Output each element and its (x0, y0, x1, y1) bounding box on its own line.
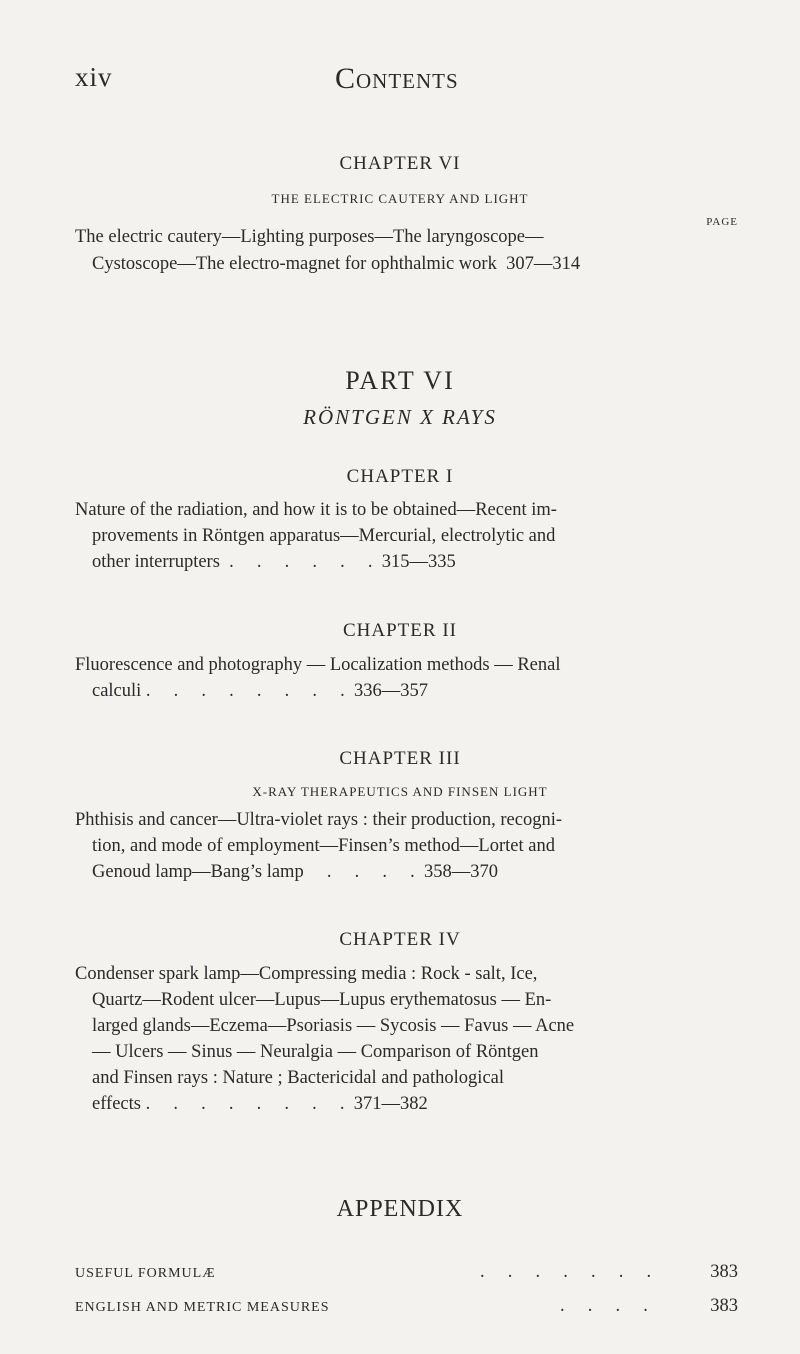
chapter-heading: CHAPTER IV (339, 929, 461, 950)
toc-line: tion, and mode of employment—Finsen’s method—Lortet and (92, 836, 555, 856)
toc-line: larged glands—Eczema—Psoriasis — Sycosis — Favus — Acne (92, 1016, 575, 1036)
toc-line: Nature of the radiation, and how it is to be obtained—Recent im- (75, 500, 557, 520)
chapter-heading: CHAPTER II (343, 620, 457, 641)
toc-line: and Finsen rays : Nature ; Bactericidal and pathological (92, 1068, 505, 1088)
leader-dots: . . . . . . . (480, 1262, 652, 1282)
appendix-entry-label: USEFUL FORMULÆ (75, 1266, 216, 1281)
page-folio: xiv (75, 62, 113, 92)
appendix-entry-page: 383 (710, 1262, 738, 1282)
leader-dots: . . . . (560, 1296, 648, 1316)
toc-line: Cystoscope—The electro-magnet for ophthalmic work 307—314 (92, 254, 581, 274)
toc-line: Quartz—Rodent ulcer—Lupus—Lupus erythematosus — En- (92, 990, 552, 1010)
toc-line: calculi . . . . . . . . 336—357 (92, 681, 429, 701)
page-column-label: PAGE (706, 216, 738, 228)
toc-line: Condenser spark lamp—Compressing media : Rock - salt, Ice, (75, 964, 538, 984)
chapter-heading: CHAPTER VI (339, 153, 461, 174)
toc-line: — Ulcers — Sinus — Neuralgia — Comparison of Röntgen (92, 1042, 539, 1062)
toc-line: Phthisis and cancer—Ultra-violet rays : their production, recogni- (75, 810, 563, 830)
appendix-heading: APPENDIX (336, 1196, 464, 1222)
part-heading: PART VI (345, 366, 455, 395)
toc-line: effects . . . . . . . . 371—382 (92, 1094, 428, 1114)
appendix-entry-page: 383 (710, 1296, 738, 1316)
running-title: Contents (335, 62, 459, 95)
chapter-subtitle: THE ELECTRIC CAUTERY AND LIGHT (271, 191, 529, 206)
toc-line: Fluorescence and photography — Localization methods — Renal (75, 655, 561, 675)
chapter-heading: CHAPTER III (339, 748, 461, 769)
part-subtitle: RÖNTGEN X RAYS (303, 405, 497, 429)
toc-line: provements in Röntgen apparatus—Mercurial, electrolytic and (92, 526, 556, 546)
chapter-subtitle: X-RAY THERAPEUTICS AND FINSEN LIGHT (252, 784, 548, 799)
toc-line: Genoud lamp—Bang’s lamp . . . . 358—370 (92, 862, 498, 882)
toc-line: The electric cautery—Lighting purposes—The laryngoscope— (75, 227, 544, 247)
chapter-heading: CHAPTER I (346, 466, 454, 487)
appendix-entry-label: ENGLISH AND METRIC MEASURES (75, 1300, 330, 1315)
toc-line: other interrupters . . . . . . 315—335 (92, 552, 456, 572)
